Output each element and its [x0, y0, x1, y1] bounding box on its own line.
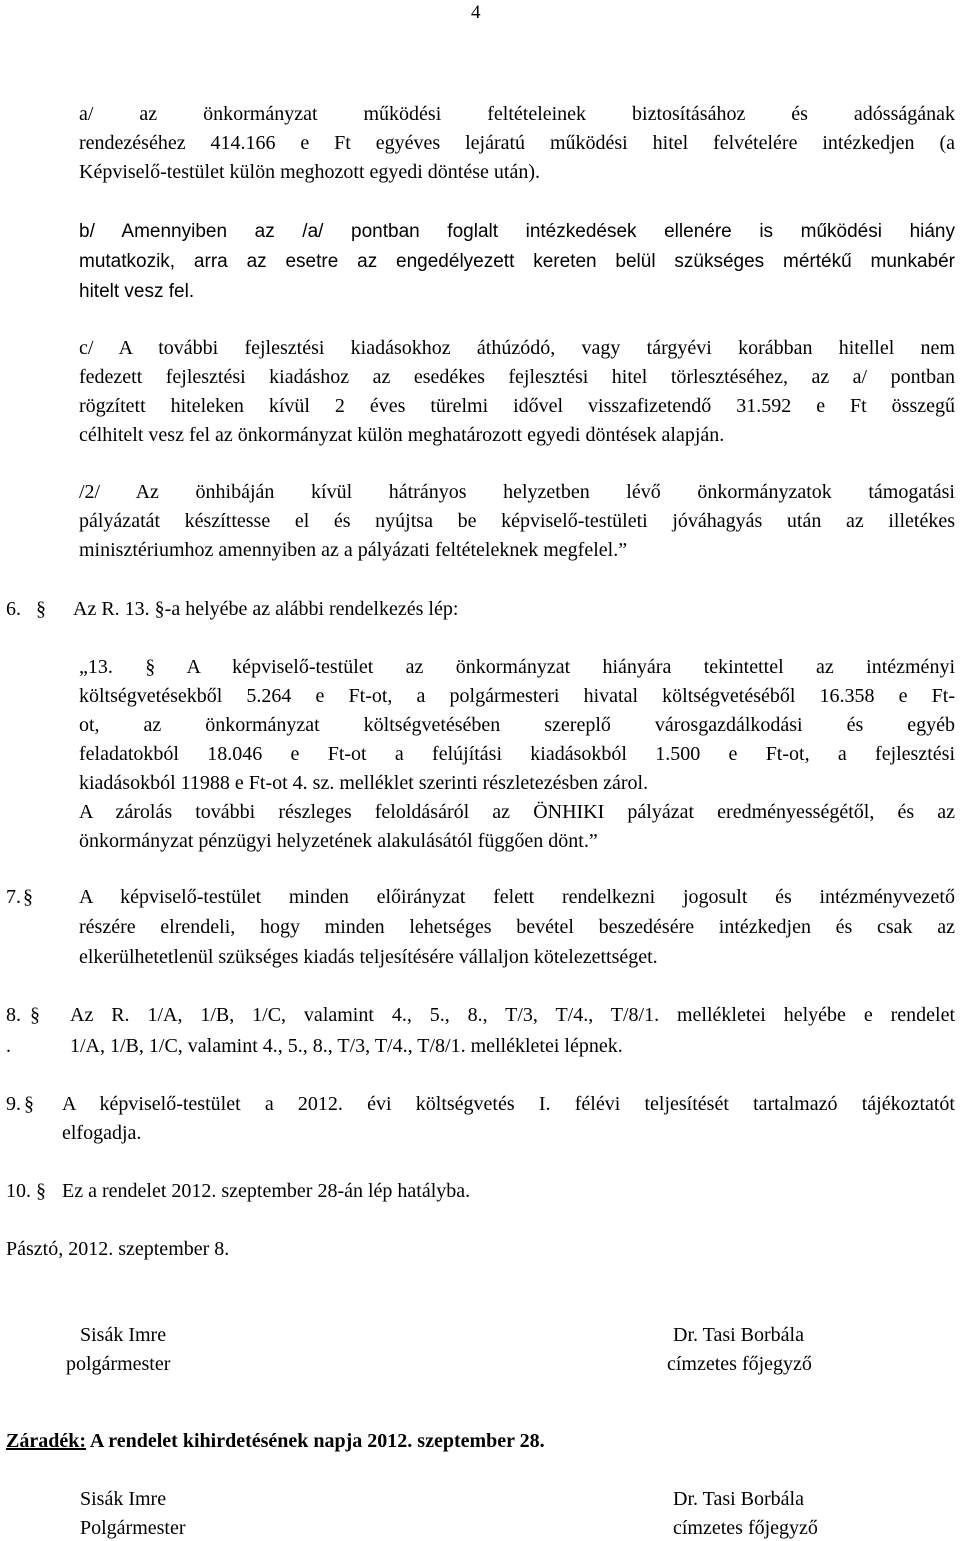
- item-8-number: 8.: [6, 1004, 21, 1026]
- item-8-line-1: Az R. 1/A, 1/B, 1/C, valamint 4., 5., 8., T/3, T/4., T/8/1. mellékletei helyébe e rendelet: [70, 1004, 955, 1026]
- item-10-number: 10.: [6, 1180, 31, 1202]
- para-a-line-3: Képviselő-testület külön meghozott egyedi döntése után).: [79, 161, 540, 183]
- item-6-body-line-7: önkormányzat pénzügyi helyzetének alakulásától függően dönt.”: [79, 830, 598, 852]
- item-6-number: 6.: [6, 598, 21, 620]
- place-date: Pásztó, 2012. szeptember 8.: [6, 1238, 230, 1260]
- signature-1-left-title: polgármester: [66, 1353, 171, 1375]
- item-9-line-2: elfogadja.: [62, 1122, 142, 1144]
- item-8-line-2: 1/A, 1/B, 1/C, valamint 4., 5., 8., T/3, T/4., T/8/1. mellékletei lépnek.: [70, 1035, 623, 1057]
- item-7-line-3: elkerülhetetlenül szükséges kiadás teljesítésére vállaljon kötelezettséget.: [79, 946, 658, 968]
- item-7-section-sign: §: [23, 886, 33, 908]
- page-number: 4: [471, 2, 481, 23]
- zaradek: [6, 1430, 545, 1453]
- para-2-line-3: minisztériumhoz amennyiben az a pályázati feltételeknek megfelel.”: [79, 539, 628, 561]
- item-7-number: 7.: [6, 886, 21, 908]
- item-6-body-line-2: költségvetésekből 5.264 e Ft-ot, a polgármesteri hivatal költségvetéséből 16.358 e Ft-: [79, 685, 955, 707]
- signature-2-left-name: Sisák Imre: [80, 1488, 167, 1510]
- item-6-section-sign: §: [36, 598, 46, 620]
- item-10-section-sign: §: [36, 1180, 46, 1202]
- para-c-line-4: célhitelt vesz fel az önkormányzat külön meghatározott egyedi döntések alapján.: [79, 424, 725, 446]
- para-c-line-2: fedezett fejlesztési kiadáshoz az esedékes fejlesztési hitel törlesztéséhez, az a/ pontban: [79, 366, 955, 388]
- para-2-line-2: pályázatát készíttesse el és nyújtsa be képviselő-testületi jóváhagyás után az illetékes: [79, 510, 955, 532]
- para-b-line-3: hitelt vesz fel.: [79, 281, 195, 302]
- item-6-text: Az R. 13. §-a helyébe az alábbi rendelkezés lép:: [73, 598, 459, 620]
- para-c-line-3: rögzített hiteleken kívül 2 éves türelmi idővel visszafizetendő 31.592 e Ft összegű: [79, 395, 955, 417]
- zaradek-label: Záradék:: [6, 1430, 86, 1452]
- item-9-number: 9.: [6, 1093, 21, 1115]
- item-6-body-line-3: ot, az önkormányzat költségvetésében szereplő városgazdálkodási és egyéb: [79, 714, 955, 736]
- para-a-line-1: a/ az önkormányzat működési feltételeinek biztosításához és adósságának: [79, 103, 955, 125]
- signature-1-left-name: Sisák Imre: [80, 1324, 167, 1346]
- signature-2-right-title: címzetes főjegyző: [673, 1517, 818, 1539]
- item-9-section-sign: §: [24, 1093, 34, 1115]
- item-8-section-sign: §: [30, 1004, 40, 1026]
- zaradek-text: A rendelet kihirdetésének napja 2012. szeptember 28.: [86, 1430, 545, 1452]
- signature-1-right-name: Dr. Tasi Borbála: [673, 1324, 804, 1346]
- signature-2-right-name: Dr. Tasi Borbála: [673, 1488, 804, 1510]
- item-6-body-line-1: „13. § A képviselő-testület az önkormányzat hiányára tekintettel az intézményi: [79, 656, 955, 678]
- signature-1-right-title: címzetes főjegyző: [667, 1353, 812, 1375]
- item-6-body-line-4: feladatokból 18.046 e Ft-ot a felújítási kiadásokból 1.500 e Ft-ot, a fejlesztési: [79, 743, 955, 765]
- para-b-line-2: mutatkozik, arra az esetre az engedélyezett kereten belül szükséges mértékű munkabér: [79, 251, 955, 272]
- item-7-line-1: A képviselő-testület minden előirányzat felett rendelkezni jogosult és intézményvezető: [79, 886, 955, 908]
- signature-2-left-title: Polgármester: [80, 1517, 186, 1539]
- para-b-line-1: b/ Amennyiben az /a/ pontban foglalt intézkedések ellenére is működési hiány: [79, 221, 955, 242]
- item-7-line-2: részére elrendeli, hogy minden lehetséges bevétel beszedésére intézkedjen és csak az: [79, 916, 955, 938]
- item-8-dot: .: [6, 1035, 11, 1057]
- item-9-line-1: A képviselő-testület a 2012. évi költségvetés I. félévi teljesítését tartalmazó tájékoztatót: [62, 1093, 955, 1115]
- item-10-text: Ez a rendelet 2012. szeptember 28-án lép hatályba.: [62, 1180, 471, 1202]
- para-c-line-1: c/ A további fejlesztési kiadásokhoz áthúzódó, vagy tárgyévi korábban hitellel nem: [79, 337, 955, 359]
- para-a-line-2: rendezéséhez 414.166 e Ft egyéves lejáratú működési hitel felvételére intézkedjen (a: [79, 132, 955, 154]
- para-2-line-1: /2/ Az önhibáján kívül hátrányos helyzetben lévő önkormányzatok támogatási: [79, 481, 955, 503]
- item-6-body-line-6: A zárolás további részleges feloldásáról az ÖNHIKI pályázat eredményességétől, és az: [79, 801, 955, 823]
- item-6-body-line-5: kiadásokból 11988 e Ft-ot 4. sz. melléklet szerinti részletezésben zárol.: [79, 772, 649, 794]
